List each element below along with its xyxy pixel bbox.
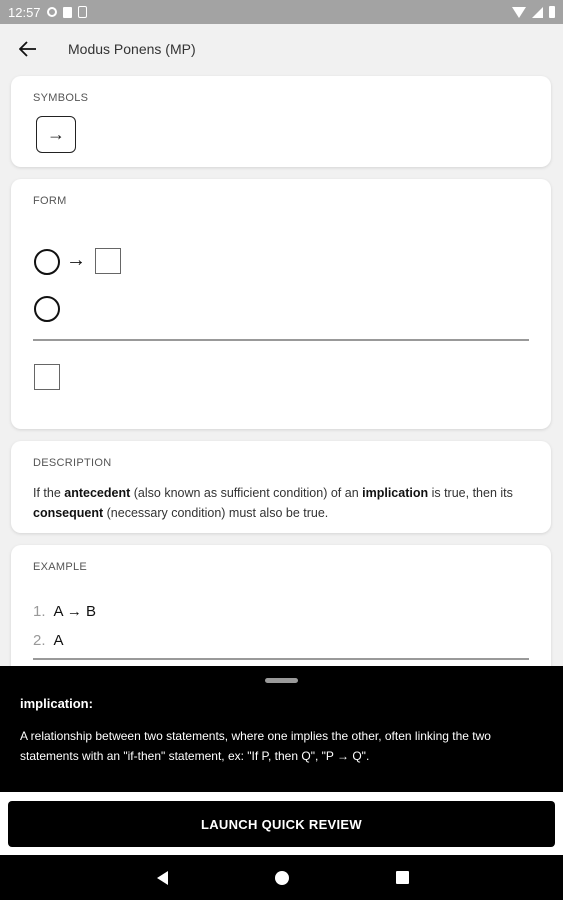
desc-part: is true, then its bbox=[428, 486, 513, 500]
square-placeholder-icon bbox=[95, 248, 121, 274]
wifi-icon bbox=[512, 7, 526, 18]
chat-icon bbox=[47, 7, 57, 17]
desc-part: If the bbox=[33, 486, 65, 500]
symbols-card bbox=[11, 76, 551, 167]
storage-icon bbox=[78, 6, 87, 18]
launch-quick-review-button[interactable]: LAUNCH QUICK REVIEW bbox=[8, 801, 555, 847]
implication-symbol-key[interactable]: → bbox=[36, 116, 76, 153]
circle-premise-icon bbox=[34, 296, 60, 322]
signal-icon bbox=[532, 7, 543, 18]
nav-back-button[interactable] bbox=[132, 855, 192, 900]
example-line-number: 2. bbox=[33, 632, 46, 649]
back-button[interactable] bbox=[16, 37, 40, 61]
battery-icon bbox=[549, 6, 555, 18]
description-label: DESCRIPTION bbox=[33, 457, 112, 469]
symbols-label: SYMBOLS bbox=[33, 92, 89, 104]
term-implication[interactable]: implication bbox=[362, 486, 429, 500]
conclusion-divider bbox=[33, 339, 529, 341]
circle-placeholder-icon bbox=[34, 249, 60, 275]
form-label: FORM bbox=[33, 195, 67, 207]
example-card bbox=[11, 545, 551, 685]
sheet-drag-handle[interactable] bbox=[265, 678, 298, 683]
glossary-sheet bbox=[0, 666, 563, 792]
term-consequent[interactable]: consequent bbox=[33, 506, 104, 520]
example-line bbox=[33, 603, 96, 620]
term-antecedent[interactable]: antecedent bbox=[64, 486, 131, 500]
arrow-left-icon bbox=[19, 40, 37, 58]
app-bar bbox=[0, 24, 563, 74]
back-triangle-icon bbox=[157, 871, 168, 885]
example-line-number: 1. bbox=[33, 603, 46, 620]
form-card bbox=[11, 179, 551, 429]
nav-home-button[interactable] bbox=[252, 855, 312, 900]
implication-arrow: → bbox=[66, 249, 86, 271]
example-divider bbox=[33, 658, 529, 660]
description-text bbox=[33, 483, 533, 523]
recents-square-icon bbox=[396, 871, 409, 884]
example-line-text: A bbox=[53, 632, 64, 649]
clipboard-icon bbox=[63, 7, 72, 18]
square-conclusion-icon bbox=[34, 364, 60, 390]
status-bar bbox=[0, 0, 563, 24]
system-nav-bar bbox=[0, 855, 563, 900]
description-card bbox=[11, 441, 551, 533]
glossary-definition: A relationship between two statements, where one implies the other, often linking the two statements with an "if-then" statement, ex: "If P, then Q", "P → Q". bbox=[20, 729, 491, 763]
status-time: 12:57 bbox=[8, 4, 41, 20]
home-circle-icon bbox=[275, 871, 289, 885]
example-line bbox=[33, 632, 64, 649]
page-title: Modus Ponens (MP) bbox=[68, 41, 196, 57]
example-label: EXAMPLE bbox=[33, 561, 88, 573]
nav-recents-button[interactable] bbox=[372, 855, 432, 900]
glossary-term: implication: bbox=[20, 696, 93, 711]
desc-part: (necessary condition) must also be true. bbox=[103, 506, 329, 520]
quick-review-area bbox=[0, 792, 563, 855]
example-line-text: A → B bbox=[53, 603, 97, 620]
desc-part: (also known as sufficient condition) of an bbox=[130, 486, 363, 500]
